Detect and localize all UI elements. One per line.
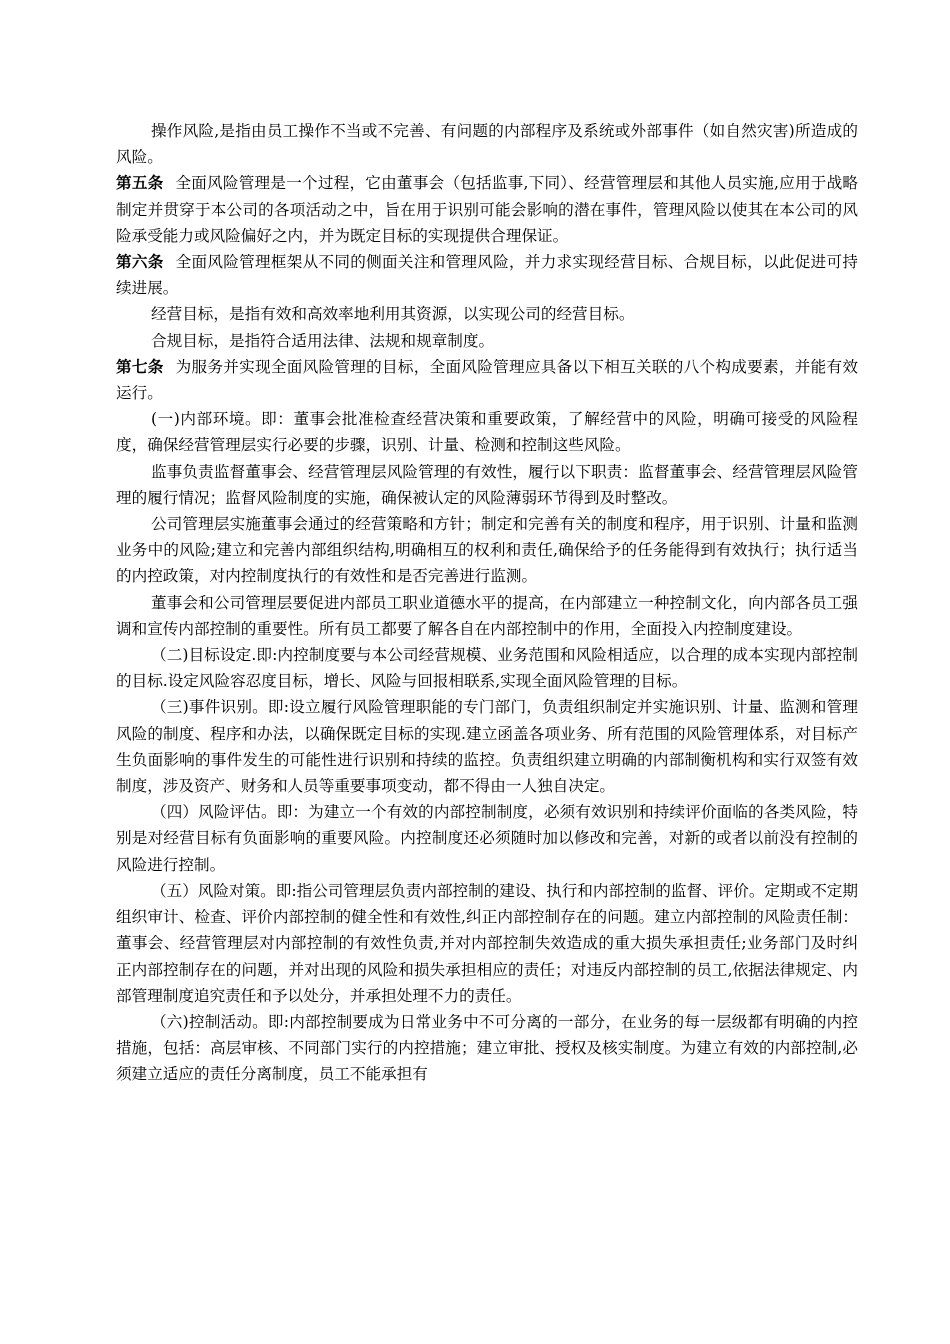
paragraph-management <box>116 511 858 590</box>
paragraph-text: （四）风险评估。即：为建立一个有效的内部控制制度，必须有效识别和持续评价面临的各类风险，特别是对经营目标有负面影响的重要风险。内控制度还必须随时加以修改和完善，对新的或者以前没有控制的风险进行控制。 <box>116 803 858 874</box>
paragraph-text: 全面风险管理是一个过程，它由董事会（包括监事,下同）、经营管理层和其他人员实施,应用于战略制定并贯穿于本公司的各项活动之中，旨在用于识别可能会影响的潜在事件，管理风险以使其在本公司的风险承受能力或风险偏好之内，并为既定目标的实现提供合理保证。 <box>116 174 858 245</box>
paragraph-risk-assessment <box>116 799 858 878</box>
paragraph-compliance-objective <box>116 328 858 354</box>
article-6 <box>116 249 858 301</box>
paragraph-event-identification <box>116 694 858 799</box>
paragraph-text: 全面风险管理框架从不同的侧面关注和管理风险，并力求实现经营目标、合规目标，以此促进可持续进展。 <box>116 253 858 298</box>
paragraph-text: （五）风险对策。即:指公司管理层负责内部控制的建设、执行和内部控制的监督、评价。定期或不定期组织审计、检查、评价内部控制的健全性和有效性,纠正内部控制存在的问题。建立内部控制的风险责任制：董事会、经营管理层对内部控制的有效性负责,并对内部控制失效造成的重大损失承担责任;业务部门及时纠正内部控制存在的问题，并对出现的风险和损失承担相应的责任；对违反内部控制的员工,依据法律规定、内部管理制度追究责任和予以处分，并承担处理不力的责任。 <box>116 881 858 1005</box>
paragraph-text: （三)事件识别。即:设立履行风险管理职能的专门部门，负责组织制定并实施识别、计量、监测和管理风险的制度、程序和办法，以确保既定目标的实现.建立函盖各项业务、所有范围的风险管理体系，对目标产生负面影响的事件发生的可能性进行识别和持续的监控。负责组织建立明确的内部制衡机构和实行双签有效制度，涉及资产、财务和人员等重要事项变动，都不得由一人独自决定。 <box>116 698 858 796</box>
article-7 <box>116 354 858 406</box>
paragraph-text: 董事会和公司管理层要促进内部员工职业道德水平的提高，在内部建立一种控制文化，向内部各员工强调和宣传内部控制的重要性。所有员工都要了解各自在内部控制中的作用，全面投入内控制度建设。 <box>116 593 858 638</box>
paragraph-text: 操作风险,是指由员工操作不当或不完善、有问题的内部程序及系统或外部事件（如自然灾害)所造成的风险。 <box>116 122 858 167</box>
article-5 <box>116 170 858 249</box>
paragraph-control-culture <box>116 590 858 642</box>
paragraph-control-activities <box>116 1009 858 1088</box>
article-label: 第七条 <box>116 356 164 376</box>
paragraph-risk-response <box>116 878 858 1009</box>
paragraph-operational-risk <box>116 118 858 170</box>
paragraph-text: 公司管理层实施董事会通过的经营策略和方针；制定和完善有关的制度和程序，用于识别、计量和监测业务中的风险;建立和完善内部组织结构,明确相互的权利和责任,确保给予的任务能得到有效执行；执行适当的内控政策，对内控制度执行的有效性和是否完善进行监测。 <box>116 515 858 586</box>
article-label: 第五条 <box>116 173 164 193</box>
document-body <box>116 118 858 1088</box>
paragraph-internal-environment <box>116 406 858 458</box>
paragraph-text: （二)目标设定.即:内控制度要与本公司经营规模、业务范围和风险相适应，以合理的成本实现内部控制的目标.设定风险容忍度目标，增长、风险与回报相联系,实现全面风险管理的目标。 <box>116 646 858 691</box>
paragraph-text: 经营目标，是指有效和高效率地利用其资源，以实现公司的经营目标。 <box>151 305 635 324</box>
article-label: 第六条 <box>116 252 164 272</box>
paragraph-text: (一)内部环境。即：董事会批准检查经营决策和重要政策，了解经营中的风险，明确可接受的风险程度，确保经营管理层实行必要的步骤，识别、计量、检测和控制这些风险。 <box>116 410 858 455</box>
paragraph-text: （六)控制活动。即:内部控制要成为日常业务中不可分离的一部分，在业务的每一层级都有明确的内控措施，包括：高层审核、不同部门实行的内控措施；建立审批、授权及核实制度。为建立有效的内部控制,必须建立适应的责任分离制度，员工不能承担有 <box>116 1012 858 1084</box>
paragraph-business-objective <box>116 301 858 327</box>
paragraph-text: 合规目标，是指符合适用法律、法规和规章制度。 <box>151 331 495 350</box>
paragraph-supervisors <box>116 459 858 511</box>
paragraph-objective-setting <box>116 642 858 694</box>
paragraph-text: 监事负责监督董事会、经营管理层风险管理的有效性，履行以下职责：监督董事会、经营管理层风险管理的履行情况；监督风险制度的实施，确保被认定的风险薄弱环节得到及时整改。 <box>116 462 858 507</box>
paragraph-text: 为服务并实现全面风险管理的目标，全面风险管理应具备以下相互关联的八个构成要素，并能有效运行。 <box>116 357 858 403</box>
